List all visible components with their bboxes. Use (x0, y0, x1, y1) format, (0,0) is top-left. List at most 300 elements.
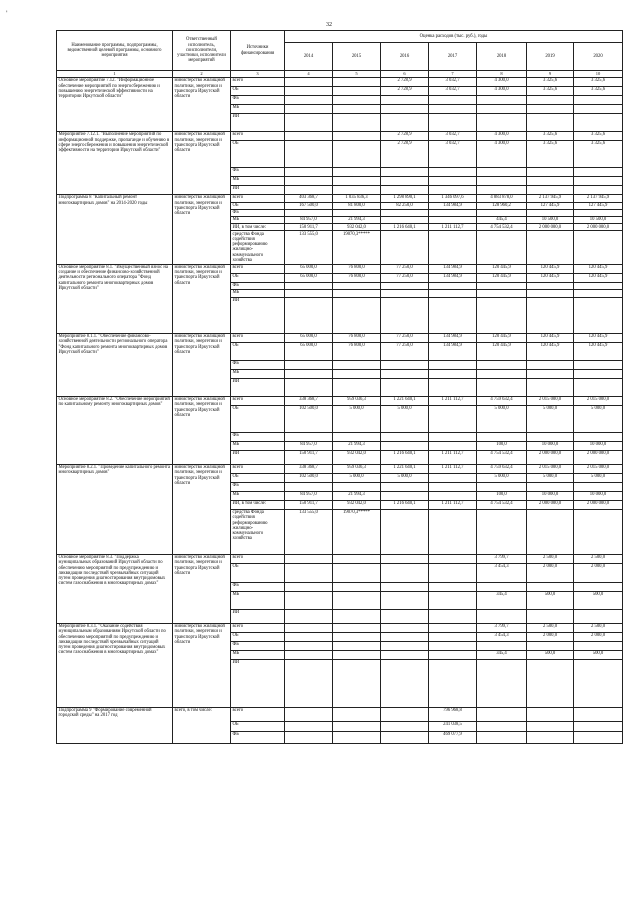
amount-cell: 128 960,2 (477, 203, 527, 210)
header-year: 2018 (477, 43, 527, 71)
amount-cell: 3 325,6 (574, 132, 623, 141)
amount-cell: 127 445,9 (527, 203, 574, 210)
column-number: 6 (381, 71, 429, 78)
amount-cell: 2 137 945,9 (527, 195, 574, 203)
amount-cell: 1 221 640,1 (381, 396, 429, 405)
amount-cell (381, 289, 429, 297)
amount-cell (333, 623, 381, 632)
amount-cell (574, 289, 623, 297)
amount-cell: 120 445,9 (477, 333, 527, 342)
amount-cell (381, 609, 429, 623)
amount-cell (477, 707, 527, 721)
table-row (57, 78, 623, 87)
amount-cell: 1 346 097,6 (429, 195, 477, 203)
amount-cell: 500,0 (527, 591, 574, 609)
amount-cell (381, 509, 429, 554)
amount-cell: 21 994,3 (333, 491, 381, 500)
amount-cell: 150 911,7 (285, 224, 333, 231)
amount-cell (285, 105, 333, 114)
amount-cell (381, 105, 429, 114)
amount-cell (574, 105, 623, 114)
funding-source-cell: средства Фонда содействия реформированию жилищно-коммунального хозяйства (231, 231, 285, 264)
amount-cell (477, 186, 527, 195)
amount-cell (527, 641, 574, 650)
amount-cell (574, 731, 623, 743)
amount-cell (574, 360, 623, 369)
amount-cell (285, 731, 333, 743)
amount-cell (477, 509, 527, 554)
amount-cell: 1 211 112,7 (429, 224, 477, 231)
amount-cell: 1 216 640,1 (381, 224, 429, 231)
amount-cell: 81 800,0 (333, 203, 381, 210)
amount-cell: 77 250,0 (381, 273, 429, 282)
amount-cell (333, 650, 381, 659)
amount-cell (429, 509, 477, 554)
amount-cell: 5 000,0 (381, 473, 429, 482)
amount-cell: 100,0 (477, 491, 527, 500)
amount-cell: 796 968,8 (429, 707, 477, 721)
amount-cell (285, 360, 333, 369)
amount-cell (285, 650, 333, 659)
amount-cell (527, 96, 574, 105)
funding-source-cell: всего (231, 264, 285, 273)
amount-cell (477, 210, 527, 217)
amount-cell (527, 186, 574, 195)
header-year: 2019 (527, 43, 574, 71)
amount-cell (429, 297, 477, 333)
amount-cell (333, 609, 381, 623)
amount-cell: 120 445,9 (477, 264, 527, 273)
amount-cell: 4 300,0 (477, 141, 527, 168)
funding-source-cell: МБ (231, 650, 285, 659)
amount-cell (381, 641, 429, 650)
amount-cell: 102 500,0 (285, 473, 333, 482)
header-year: 2017 (429, 43, 477, 71)
amount-cell: 2 000,0 (574, 563, 623, 582)
amount-cell: 2 000 000,0 (527, 450, 574, 464)
funding-source-cell: всего (231, 333, 285, 342)
amount-cell: 2 728,9 (381, 132, 429, 141)
amount-cell (429, 482, 477, 491)
amount-cell (333, 432, 381, 441)
amount-cell (477, 641, 527, 650)
amount-cell: 65 000,0 (285, 273, 333, 282)
funding-source-cell: ИИ, в том числе: (231, 224, 285, 231)
amount-cell (381, 650, 429, 659)
amount-cell (527, 297, 574, 333)
amount-cell (574, 378, 623, 396)
amount-cell (429, 105, 477, 114)
amount-cell: 102 500,0 (285, 405, 333, 432)
amount-cell (574, 641, 623, 650)
amount-cell: 1 216 640,1 (381, 450, 429, 464)
amount-cell: 3 325,6 (574, 141, 623, 168)
amount-cell: 445,4 (477, 217, 527, 224)
amount-cell (333, 482, 381, 491)
amount-cell: 120 445,9 (574, 273, 623, 282)
column-number: 9 (527, 71, 574, 78)
funding-source-cell: ИИ (231, 450, 285, 464)
amount-cell (285, 114, 333, 132)
amount-cell: 1 211 112,7 (429, 450, 477, 464)
amount-cell (381, 114, 429, 132)
amount-cell: 134 984,9 (429, 333, 477, 342)
amount-cell: 65 000,0 (285, 342, 333, 360)
amount-cell (477, 378, 527, 396)
amount-cell (574, 297, 623, 333)
header-year: 2016 (381, 43, 429, 71)
amount-cell (333, 141, 381, 168)
amount-cell: 1 211 112,7 (429, 464, 477, 473)
amount-cell (381, 186, 429, 195)
amount-cell (527, 721, 574, 731)
amount-cell (477, 177, 527, 186)
amount-cell (285, 78, 333, 87)
funding-source-cell: ИИ, в том числе: (231, 500, 285, 509)
amount-cell (333, 731, 381, 743)
amount-cell: 167 500,0 (285, 203, 333, 210)
amount-cell (527, 609, 574, 623)
amount-cell (477, 282, 527, 289)
amount-cell: 2 015 000,0 (527, 464, 574, 473)
funding-source-cell: МБ (231, 441, 285, 450)
amount-cell (285, 609, 333, 623)
amount-cell (333, 282, 381, 289)
amount-cell: 76 800,0 (333, 342, 381, 360)
amount-cell (477, 482, 527, 491)
amount-cell: 403 368,7 (285, 195, 333, 203)
funding-source-cell: ФБ (231, 731, 285, 743)
amount-cell: 19070,3***** (333, 509, 381, 554)
amount-cell (429, 623, 477, 632)
funding-source-cell: ФБ (231, 482, 285, 491)
amount-cell: 3 032,7 (429, 87, 477, 96)
amount-cell (285, 289, 333, 297)
funding-source-cell: ИИ (231, 609, 285, 623)
amount-cell (285, 591, 333, 609)
amount-cell: 4 754 532,4 (477, 450, 527, 464)
amount-cell (527, 105, 574, 114)
funding-source-cell: всего (231, 707, 285, 721)
amount-cell: 65 000,0 (285, 333, 333, 342)
amount-cell (333, 563, 381, 582)
amount-cell: 4 883 878,0 (477, 195, 527, 203)
amount-cell: 3 032,7 (429, 132, 477, 141)
amount-cell (381, 582, 429, 591)
funding-source-cell: всего (231, 132, 285, 141)
amount-cell (381, 177, 429, 186)
amount-cell: 10 000,0 (574, 441, 623, 450)
amount-cell: 10 500,0 (574, 217, 623, 224)
amount-cell (285, 632, 333, 641)
amount-cell (477, 721, 527, 731)
program-name-cell: Основное мероприятие 8.2. "Обеспечение мероприятий по капитальному ремонту многоквартирных домов" (57, 396, 173, 464)
funding-source-cell: МБ (231, 217, 285, 224)
responsible-cell: министерство жилищной политики, энергетики и транспорта Иркутской области (173, 132, 231, 195)
funding-source-cell: ОБ (231, 632, 285, 641)
column-number: 2 (173, 71, 231, 78)
amount-cell: 5 000,0 (574, 473, 623, 482)
amount-cell (381, 297, 429, 333)
amount-cell (333, 641, 381, 650)
amount-cell: 2 000 000,0 (574, 450, 623, 464)
amount-cell (477, 231, 527, 264)
amount-cell: 500,0 (574, 650, 623, 659)
amount-cell (285, 210, 333, 217)
amount-cell: 3 325,6 (574, 78, 623, 87)
amount-cell: 150 911,7 (285, 450, 333, 464)
amount-cell (333, 78, 381, 87)
amount-cell (333, 378, 381, 396)
amount-cell: 120 445,9 (574, 264, 623, 273)
amount-cell: 134 984,9 (429, 264, 477, 273)
amount-cell: 5 000,0 (333, 405, 381, 432)
amount-cell (527, 482, 574, 491)
amount-cell (574, 210, 623, 217)
amount-cell: 133 555,0 (285, 509, 333, 554)
table-row (57, 132, 623, 141)
amount-cell (527, 231, 574, 264)
amount-cell (527, 369, 574, 378)
amount-cell: 120 445,9 (477, 342, 527, 360)
amount-cell: 2 000,0 (527, 563, 574, 582)
amount-cell: 959 036,3 (333, 396, 381, 405)
amount-cell: 2 000 000,0 (574, 224, 623, 231)
amount-cell: 2 015 000,0 (527, 396, 574, 405)
amount-cell (285, 582, 333, 591)
amount-cell: 2 137 945,9 (574, 195, 623, 203)
column-number: 7 (429, 71, 477, 78)
funding-source-cell: всего (231, 396, 285, 405)
amount-cell (381, 432, 429, 441)
amount-cell (285, 87, 333, 96)
amount-cell (429, 231, 477, 264)
amount-cell (285, 282, 333, 289)
amount-cell: 5 000,0 (381, 405, 429, 432)
amount-cell: 1 216 640,1 (381, 500, 429, 509)
amount-cell: 2 500,0 (574, 554, 623, 563)
amount-cell: 1 211 112,7 (429, 500, 477, 509)
amount-cell: 120 445,9 (477, 273, 527, 282)
amount-cell (285, 369, 333, 378)
amount-cell (285, 297, 333, 333)
amount-cell (477, 114, 527, 132)
amount-cell: 10 000,0 (527, 491, 574, 500)
amount-cell (333, 96, 381, 105)
amount-cell (574, 609, 623, 623)
table-row (57, 554, 623, 563)
funding-source-cell: ОБ (231, 342, 285, 360)
funding-source-cell: ОБ (231, 721, 285, 731)
header-year: 2020 (574, 43, 623, 71)
amount-cell: 5 000,0 (477, 405, 527, 432)
amount-cell (429, 282, 477, 289)
amount-cell: 345,4 (477, 591, 527, 609)
amount-cell: 2 015 000,0 (574, 396, 623, 405)
amount-cell (527, 509, 574, 554)
amount-cell: 2 728,9 (381, 141, 429, 168)
amount-cell: 10 500,0 (527, 217, 574, 224)
table-row (57, 396, 623, 405)
funding-source-cell: всего (231, 464, 285, 473)
amount-cell (574, 282, 623, 289)
amount-cell (429, 659, 477, 707)
amount-cell (429, 432, 477, 441)
amount-cell: 4 759 632,4 (477, 464, 527, 473)
amount-cell: 3 325,6 (574, 87, 623, 96)
scan-corner-marks: ' (6, 10, 8, 17)
amount-cell (381, 360, 429, 369)
program-name-cell: Основное мероприятие 8.3. "Поддержка муниципальных образований Иркутской области по обеспечению мероприятий по предупреждению и ликвидации последствий чрезвычайных ситуаций путем проведения диагностирования внутридомовых систем газоснабжения в многоквартирных домах" (57, 554, 173, 623)
funding-source-cell: МБ (231, 289, 285, 297)
funding-source-cell: всего (231, 195, 285, 203)
funding-source-cell: ИИ (231, 297, 285, 333)
table-row (57, 464, 623, 473)
amount-cell: 2 728,9 (381, 87, 429, 96)
funding-source-cell: ИИ (231, 186, 285, 195)
amount-cell (574, 369, 623, 378)
amount-cell (574, 186, 623, 195)
amount-cell (429, 96, 477, 105)
amount-cell (477, 96, 527, 105)
column-number: 10 (574, 71, 623, 78)
amount-cell: 77 250,0 (381, 264, 429, 273)
amount-cell: 1 221 640,1 (381, 464, 429, 473)
amount-cell (285, 177, 333, 186)
header-col-responsible: Ответственный исполнитель, соисполнители, участники, исполнители мероприятий (173, 31, 231, 71)
program-name-cell: Мероприятие 7.12.1. "Выполнение мероприятий по информационной поддержке, пропаганде и обучению в сфере энергосбережения и повышения энергетической эффективности на территории Иркутской области" (57, 132, 173, 195)
amount-cell: 10 000,0 (574, 491, 623, 500)
amount-cell: 3 325,6 (527, 78, 574, 87)
funding-source-cell: ОБ (231, 87, 285, 96)
amount-cell: 120 445,9 (527, 273, 574, 282)
program-name-cell: Мероприятие 8.1.1. "Обеспечение финансово-хозяйственной деятельности регионального оператора "Фонд капитального ремонта многоквартирных домов Иркутской области" (57, 333, 173, 396)
amount-cell (285, 554, 333, 563)
amount-cell (527, 378, 574, 396)
amount-cell (285, 378, 333, 396)
amount-cell (333, 632, 381, 641)
funding-source-cell: МБ (231, 177, 285, 186)
amount-cell (574, 482, 623, 491)
amount-cell (429, 641, 477, 650)
amount-cell (429, 186, 477, 195)
amount-cell: 241 038,5 (429, 721, 477, 731)
amount-cell (477, 432, 527, 441)
amount-cell (333, 177, 381, 186)
amount-cell (429, 405, 477, 432)
funding-source-cell: ФБ (231, 210, 285, 217)
amount-cell: 77 250,0 (381, 333, 429, 342)
amount-cell (381, 563, 429, 582)
table-row (57, 623, 623, 632)
amount-cell (429, 441, 477, 450)
column-number: 5 (333, 71, 381, 78)
amount-cell (429, 114, 477, 132)
column-number: 4 (285, 71, 333, 78)
amount-cell (527, 210, 574, 217)
amount-cell: 2 728,9 (381, 78, 429, 87)
page-number: 32 (326, 22, 332, 28)
amount-cell (477, 105, 527, 114)
responsible-cell: министерство жилищной политики, энергетики и транспорта Иркутской области (173, 464, 231, 554)
amount-cell: 2 500,0 (527, 623, 574, 632)
amount-cell (381, 441, 429, 450)
amount-cell: 4 759 632,4 (477, 396, 527, 405)
amount-cell (429, 491, 477, 500)
amount-cell (527, 282, 574, 289)
amount-cell: 2 500,0 (574, 623, 623, 632)
funding-source-cell: МБ (231, 105, 285, 114)
amount-cell (285, 186, 333, 195)
amount-cell: 76 800,0 (333, 273, 381, 282)
program-name-cell: Мероприятие 8.2.1. "Проведение капитального ремонта многоквартирных домов" (57, 464, 173, 554)
table-row (57, 707, 623, 721)
funding-source-cell: ФБ (231, 360, 285, 369)
amount-cell (527, 432, 574, 441)
amount-cell (574, 231, 623, 264)
amount-cell: 120 445,9 (527, 264, 574, 273)
amount-cell (285, 432, 333, 441)
amount-cell (333, 369, 381, 378)
amount-cell: 2 000,0 (527, 632, 574, 641)
amount-cell: 1 298 890,1 (381, 195, 429, 203)
amount-cell (381, 554, 429, 563)
funding-source-cell: ФБ (231, 282, 285, 289)
funding-source-cell: ОБ (231, 563, 285, 582)
amount-cell (527, 177, 574, 186)
table-body (57, 78, 623, 744)
table-row (57, 264, 623, 273)
amount-cell: 84 957,0 (285, 217, 333, 224)
amount-cell: 3 454,3 (477, 632, 527, 641)
amount-cell (429, 650, 477, 659)
amount-cell (527, 168, 574, 177)
funding-source-cell: всего (231, 78, 285, 87)
amount-cell: 4 300,0 (477, 78, 527, 87)
amount-cell (527, 731, 574, 743)
amount-cell: 345,4 (477, 650, 527, 659)
amount-cell (333, 210, 381, 217)
amount-cell: 65 000,0 (285, 264, 333, 273)
amount-cell (333, 87, 381, 96)
amount-cell: 3 454,3 (477, 563, 527, 582)
amount-cell (381, 623, 429, 632)
funding-source-cell: ФБ (231, 582, 285, 591)
amount-cell (333, 114, 381, 132)
funding-source-cell: ИИ (231, 114, 285, 132)
responsible-cell: министерство жилищной политики, энергетики и транспорта Иркутской области (173, 623, 231, 707)
amount-cell (477, 369, 527, 378)
amount-cell (527, 582, 574, 591)
amount-cell: 120 445,9 (527, 333, 574, 342)
column-number: 8 (477, 71, 527, 78)
amount-cell: 120 445,9 (527, 342, 574, 360)
header-col-estimate: Оценка расходов (тыс. руб.), годы (285, 31, 623, 43)
amount-cell: 77 250,0 (381, 342, 429, 360)
amount-cell (285, 623, 333, 632)
funding-source-cell: МБ (231, 369, 285, 378)
amount-cell (574, 582, 623, 591)
column-number: 1 (57, 71, 173, 78)
amount-cell (429, 609, 477, 623)
funding-source-cell: всего (231, 554, 285, 563)
amount-cell (429, 217, 477, 224)
amount-cell: 100,0 (477, 441, 527, 450)
amount-cell (429, 554, 477, 563)
responsible-cell: министерство жилищной политики, энергетики и транспорта Иркутской области (173, 195, 231, 265)
amount-cell (381, 378, 429, 396)
program-name-cell: Подпрограмма 9 "Формирование современной городской среды" на 2017 год (57, 707, 173, 743)
